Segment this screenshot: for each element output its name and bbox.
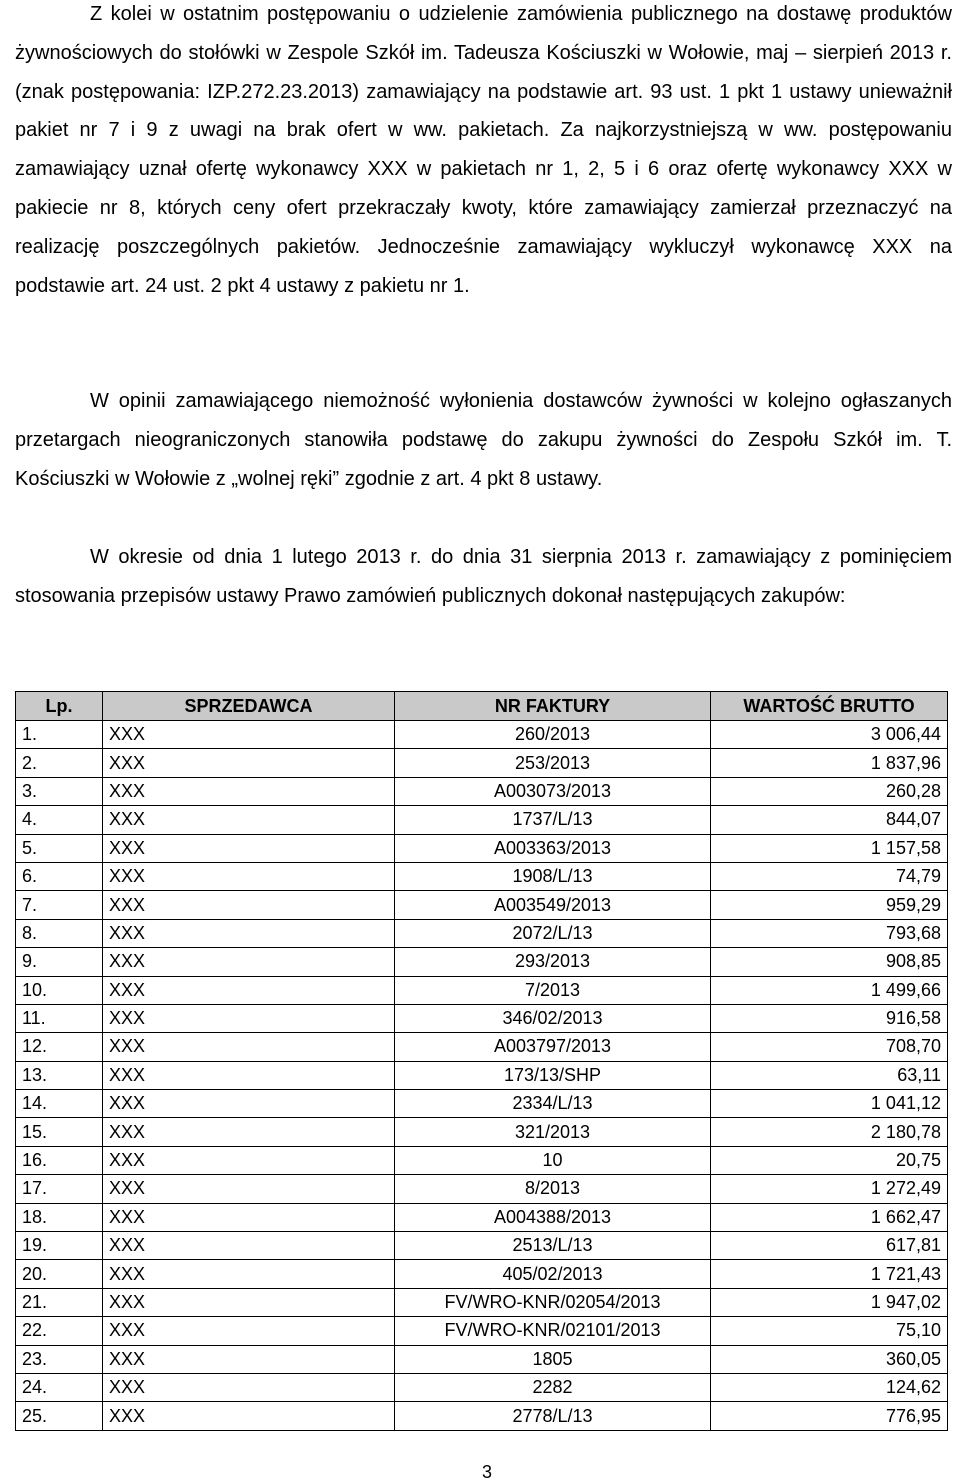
cell-lp: 10. xyxy=(16,976,103,1004)
table-row xyxy=(16,1004,948,1032)
cell-seller: XXX xyxy=(103,1033,395,1061)
cell-value: 1 157,58 xyxy=(711,834,948,862)
cell-value: 260,28 xyxy=(711,777,948,805)
cell-lp: 3. xyxy=(16,777,103,805)
paragraph-1-text: Z kolei w ostatnim postępowaniu o udzielenie zamówienia publicznego na dostawę produktów żywnościowych do stołówki w Zespole Szkół im. Tadeusza Kościuszki w Wołowie, maj – sierpień 2013 r. (znak postępowania: IZP.272.23.2013) zamawiający na podstawie art. 93 ust. 1 pkt 1 ustawy unieważnił pakiet nr 7 i 9 z uwagi na brak ofert w ww. pakietach. Za najkorzystniejszą w ww. postępowaniu zamawiający uznał ofertę wykonawcy XXX w pakietach nr 1, 2, 5 i 6 oraz ofertę wykonawcy XXX w pakiecie nr 8, których ceny ofert przekraczały kwoty, które zamawiający zamierzał przeznaczyć na realizację poszczególnych pakietów. Jednocześnie zamawiający wykluczył wykonawcę XXX na podstawie art. 24 ust. 2 pkt 4 ustawy z pakietu nr 1. xyxy=(15,3,952,297)
table-row xyxy=(16,1317,948,1345)
table-row xyxy=(16,976,948,1004)
table-header-row xyxy=(16,692,948,721)
cell-seller: XXX xyxy=(103,1175,395,1203)
table-row xyxy=(16,1203,948,1231)
cell-value: 1 272,49 xyxy=(711,1175,948,1203)
cell-seller: XXX xyxy=(103,862,395,890)
cell-value: 1 662,47 xyxy=(711,1203,948,1231)
cell-seller: XXX xyxy=(103,1118,395,1146)
cell-value: 360,05 xyxy=(711,1345,948,1373)
cell-value: 3 006,44 xyxy=(711,721,948,749)
table-row xyxy=(16,806,948,834)
cell-invoice: 173/13/SHP xyxy=(395,1061,711,1089)
header-invoice: NR FAKTURY xyxy=(395,692,711,721)
cell-seller: XXX xyxy=(103,1004,395,1032)
table-row xyxy=(16,1345,948,1373)
cell-invoice: A003549/2013 xyxy=(395,891,711,919)
table-row xyxy=(16,891,948,919)
cell-invoice: FV/WRO-KNR/02054/2013 xyxy=(395,1288,711,1316)
cell-seller: XXX xyxy=(103,721,395,749)
cell-value: 2 180,78 xyxy=(711,1118,948,1146)
cell-value: 1 499,66 xyxy=(711,976,948,1004)
cell-lp: 9. xyxy=(16,948,103,976)
table-header xyxy=(16,692,948,721)
cell-value: 1 721,43 xyxy=(711,1260,948,1288)
table-row xyxy=(16,1288,948,1316)
cell-value: 916,58 xyxy=(711,1004,948,1032)
cell-value: 75,10 xyxy=(711,1317,948,1345)
paragraph-3 xyxy=(15,538,952,616)
cell-invoice: 2072/L/13 xyxy=(395,919,711,947)
cell-value: 1 041,12 xyxy=(711,1090,948,1118)
cell-seller: XXX xyxy=(103,1288,395,1316)
cell-invoice: 321/2013 xyxy=(395,1118,711,1146)
table-row xyxy=(16,1402,948,1430)
cell-invoice: 7/2013 xyxy=(395,976,711,1004)
cell-invoice: A003073/2013 xyxy=(395,777,711,805)
cell-seller: XXX xyxy=(103,1260,395,1288)
cell-invoice: 346/02/2013 xyxy=(395,1004,711,1032)
table-row xyxy=(16,862,948,890)
header-lp: Lp. xyxy=(16,692,103,721)
cell-lp: 21. xyxy=(16,1288,103,1316)
cell-invoice: 8/2013 xyxy=(395,1175,711,1203)
cell-lp: 24. xyxy=(16,1373,103,1401)
cell-seller: XXX xyxy=(103,1232,395,1260)
table-row xyxy=(16,1146,948,1174)
purchases-table xyxy=(15,691,948,1431)
cell-seller: XXX xyxy=(103,1146,395,1174)
cell-lp: 20. xyxy=(16,1260,103,1288)
table-row xyxy=(16,1090,948,1118)
cell-lp: 8. xyxy=(16,919,103,947)
table-body xyxy=(16,721,948,1431)
cell-value: 1 837,96 xyxy=(711,749,948,777)
cell-seller: XXX xyxy=(103,834,395,862)
cell-invoice: 1908/L/13 xyxy=(395,862,711,890)
table-row xyxy=(16,777,948,805)
table-row xyxy=(16,834,948,862)
cell-value: 908,85 xyxy=(711,948,948,976)
table-row xyxy=(16,948,948,976)
table-row xyxy=(16,1260,948,1288)
table-row xyxy=(16,1033,948,1061)
cell-value: 708,70 xyxy=(711,1033,948,1061)
cell-lp: 12. xyxy=(16,1033,103,1061)
cell-lp: 11. xyxy=(16,1004,103,1032)
cell-seller: XXX xyxy=(103,1061,395,1089)
cell-seller: XXX xyxy=(103,806,395,834)
cell-invoice: 405/02/2013 xyxy=(395,1260,711,1288)
cell-invoice: 1737/L/13 xyxy=(395,806,711,834)
cell-lp: 18. xyxy=(16,1203,103,1231)
cell-lp: 2. xyxy=(16,749,103,777)
cell-invoice: 2334/L/13 xyxy=(395,1090,711,1118)
cell-seller: XXX xyxy=(103,1345,395,1373)
cell-lp: 22. xyxy=(16,1317,103,1345)
cell-invoice: A003363/2013 xyxy=(395,834,711,862)
cell-lp: 13. xyxy=(16,1061,103,1089)
cell-value: 124,62 xyxy=(711,1373,948,1401)
cell-seller: XXX xyxy=(103,919,395,947)
cell-invoice: 2282 xyxy=(395,1373,711,1401)
cell-lp: 15. xyxy=(16,1118,103,1146)
cell-seller: XXX xyxy=(103,1317,395,1345)
cell-seller: XXX xyxy=(103,749,395,777)
header-seller: SPRZEDAWCA xyxy=(103,692,395,721)
cell-lp: 4. xyxy=(16,806,103,834)
cell-lp: 14. xyxy=(16,1090,103,1118)
table-row xyxy=(16,1373,948,1401)
cell-value: 959,29 xyxy=(711,891,948,919)
cell-value: 776,95 xyxy=(711,1402,948,1430)
cell-seller: XXX xyxy=(103,976,395,1004)
cell-seller: XXX xyxy=(103,948,395,976)
cell-lp: 16. xyxy=(16,1146,103,1174)
table-row xyxy=(16,1118,948,1146)
cell-seller: XXX xyxy=(103,891,395,919)
page-number: 3 xyxy=(481,1462,492,1482)
table-row xyxy=(16,1232,948,1260)
cell-lp: 17. xyxy=(16,1175,103,1203)
cell-value: 1 947,02 xyxy=(711,1288,948,1316)
table-row xyxy=(16,1175,948,1203)
cell-value: 617,81 xyxy=(711,1232,948,1260)
cell-invoice: 2513/L/13 xyxy=(395,1232,711,1260)
cell-lp: 1. xyxy=(16,721,103,749)
cell-seller: XXX xyxy=(103,1402,395,1430)
paragraph-1 xyxy=(15,0,952,305)
cell-invoice: 10 xyxy=(395,1146,711,1174)
paragraph-3-text: W okresie od dnia 1 lutego 2013 r. do dnia 31 sierpnia 2013 r. zamawiający z pominięciem stosowania przepisów ustawy Prawo zamówień publicznych dokonał następujących zakupów: xyxy=(15,546,952,607)
table-row xyxy=(16,749,948,777)
cell-value: 793,68 xyxy=(711,919,948,947)
paragraph-2-text: W opinii zamawiającego niemożność wyłonienia dostawców żywności w kolejno ogłaszanych przetargach nieograniczonych stanowiła podstawę do zakupu żywności do Zespołu Szkół im. T. Kościuszki w Wołowie z „wolnej ręki” zgodnie z art. 4 pkt 8 ustawy. xyxy=(15,390,952,490)
cell-lp: 19. xyxy=(16,1232,103,1260)
cell-seller: XXX xyxy=(103,1203,395,1231)
header-value: WARTOŚĆ BRUTTO xyxy=(711,692,948,721)
cell-seller: XXX xyxy=(103,1090,395,1118)
cell-value: 20,75 xyxy=(711,1146,948,1174)
cell-value: 844,07 xyxy=(711,806,948,834)
cell-invoice: 293/2013 xyxy=(395,948,711,976)
cell-invoice: A003797/2013 xyxy=(395,1033,711,1061)
paragraph-2 xyxy=(15,382,952,498)
cell-lp: 6. xyxy=(16,862,103,890)
cell-invoice: 253/2013 xyxy=(395,749,711,777)
cell-seller: XXX xyxy=(103,777,395,805)
cell-invoice: 2778/L/13 xyxy=(395,1402,711,1430)
cell-lp: 7. xyxy=(16,891,103,919)
cell-invoice: A004388/2013 xyxy=(395,1203,711,1231)
table-row xyxy=(16,721,948,749)
cell-invoice: 260/2013 xyxy=(395,721,711,749)
cell-value: 63,11 xyxy=(711,1061,948,1089)
cell-lp: 5. xyxy=(16,834,103,862)
table-row xyxy=(16,1061,948,1089)
cell-lp: 23. xyxy=(16,1345,103,1373)
cell-invoice: FV/WRO-KNR/02101/2013 xyxy=(395,1317,711,1345)
cell-invoice: 1805 xyxy=(395,1345,711,1373)
table-row xyxy=(16,919,948,947)
cell-seller: XXX xyxy=(103,1373,395,1401)
cell-lp: 25. xyxy=(16,1402,103,1430)
cell-value: 74,79 xyxy=(711,862,948,890)
